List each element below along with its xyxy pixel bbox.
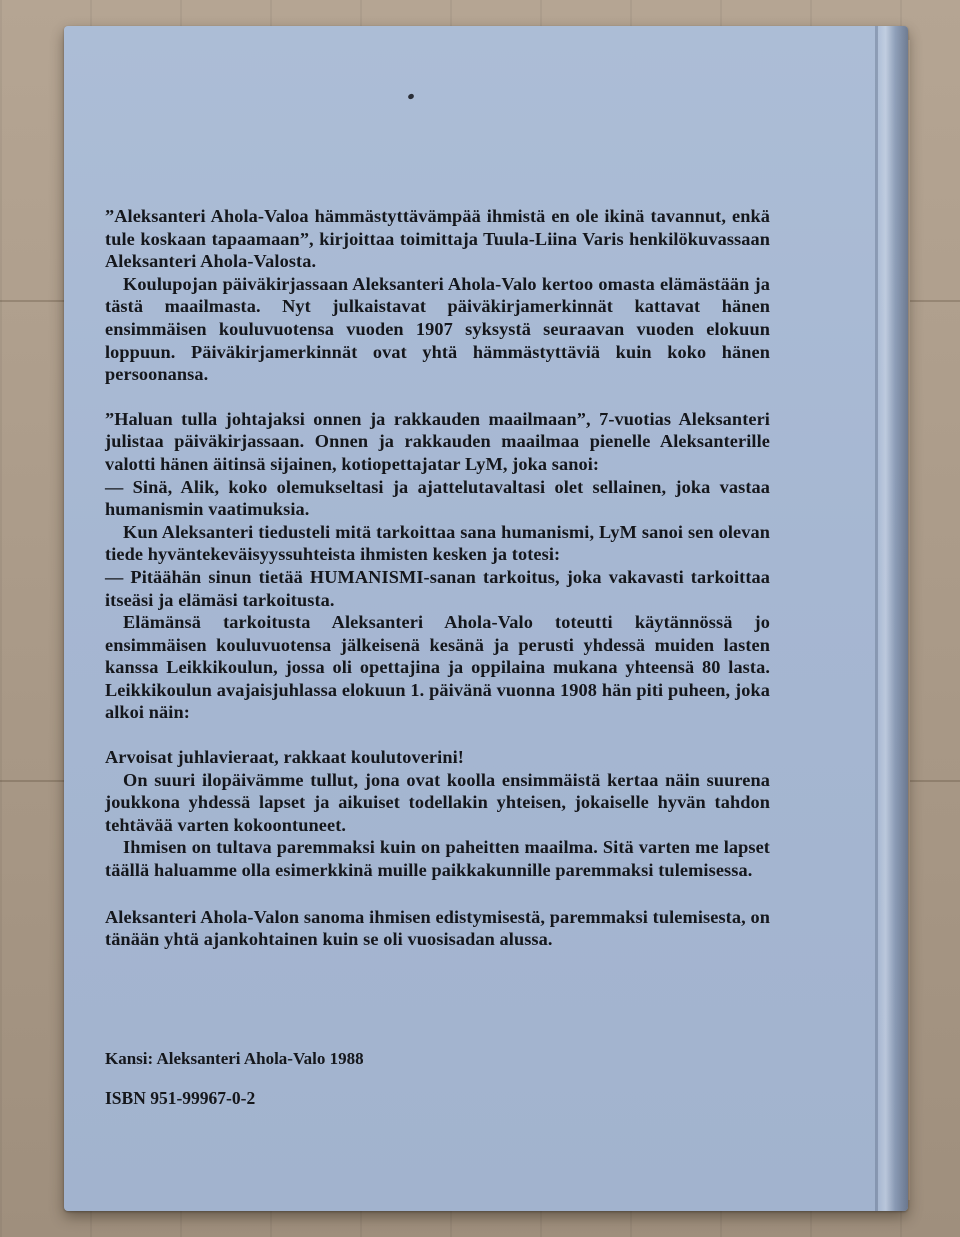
blurb-paragraph: ”Haluan tulla johtajaksi onnen ja rakkauden maailmaan”, 7-vuotias Aleksanteri julistaa päiväkirjassaan. Onnen ja rakkauden maailmaa pienelle Aleksanterille valotti hänen äitinsä sijainen, kotiopettajatar LyM, joka sanoi: (105, 408, 770, 474)
blurb-paragraph: Koulupojan päiväkirjassaan Aleksanteri Ahola-Valo kertoo omasta elämästään ja tästä maailmasta. Nyt julkaistavat päiväkirjamerkinnät kattavat hänen ensimmäisen kouluvuotensa vuoden 1907 syksystä seuraavan vuoden elokuun loppuun. Päiväkirjamerkinnät ovat yhtä hämmästyttäviä kuin koko hänen persoonansa. (105, 273, 770, 385)
book-hinge (875, 26, 878, 1211)
book-spine-edge (876, 26, 908, 1211)
speech-paragraph: Ihmisen on tultava paremmaksi kuin on paheitten maailma. Sitä varten me lapset täällä haluamme olla esimerkkinä muille paikkakunnille paremmaksi tulemisessa. (105, 837, 770, 881)
blurb-paragraph: Elämänsä tarkoitusta Aleksanteri Ahola-Valo toteutti käytännössä jo ensimmäisen kouluvuotensa jälkeisenä kesänä ja perusti yhdessä muiden lasten kanssa Leikkikoulun, jossa oli opettajina ja oppilaina mukana yhteensä 80 lasta. Leikkikoulun avajaisjuhlassa elokuun 1. päivänä vuonna 1908 hän piti puheen, joka alkoi näin: (105, 612, 770, 723)
cover-credit: Kansi: Aleksanteri Ahola-Valo 1988 (105, 1049, 364, 1068)
blurb-quote: — Pitäähän sinun tietää HUMANISMI-sanan tarkoitus, joka vakavasti tarkoittaa itseäsi ja elämäsi tarkoitusta. (105, 566, 770, 610)
blurb-text (105, 205, 770, 951)
speech-paragraph: On suuri ilopäivämme tullut, jona ovat koolla ensimmäistä kertaa näin suurena joukkona yhdessä lapset ja aikuiset todellakin yhteisen, jokaiselle hyvän tahdon tehtävää varten kokoontuneet. (105, 769, 770, 835)
isbn: ISBN 951-99967-0-2 (105, 1088, 256, 1108)
speech-greeting: Arvoisat juhlavieraat, rakkaat koulutoverini! (105, 747, 464, 768)
blurb-closing: Aleksanteri Ahola-Valon sanoma ihmisen edistymisestä, paremmaksi tulemisesta, on tänään yhtä ajankohtainen kuin se oli vuosisadan alussa. (105, 906, 770, 950)
blurb-paragraph: ”Aleksanteri Ahola-Valoa hämmästyttävämpää ihmistä en ole ikinä tavannut, enkä tule koskaan tapaamaan”, kirjoittaa toimittaja Tuula-Liina Varis henkilökuvassaan Aleksanteri Ahola-Valosta. (105, 206, 770, 272)
blurb-quote: — Sinä, Alik, koko olemukseltasi ja ajattelutavaltasi olet sellainen, joka vastaa humanismin vaatimuksia. (105, 476, 770, 520)
blurb-paragraph: Kun Aleksanteri tiedusteli mitä tarkoittaa sana humanismi, LyM sanoi sen olevan tiede hyväntekeväisyyssuhteista ihmisten kesken ja totesi: (105, 521, 770, 565)
cover-blemish (407, 93, 415, 100)
